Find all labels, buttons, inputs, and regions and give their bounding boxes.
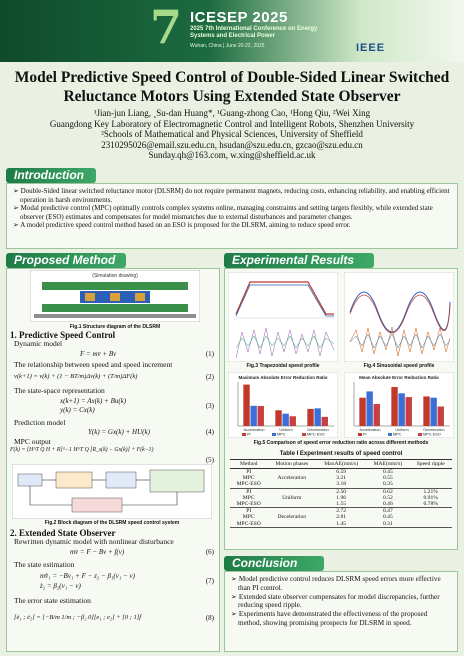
- x-tick-label: Uniform: [395, 428, 409, 432]
- table-row: [230, 501, 452, 508]
- x-tick-label: Uniform: [279, 428, 293, 432]
- bar-pi: [307, 409, 313, 426]
- table-cell: 1.21%: [423, 488, 438, 495]
- legend-label: MPC-ESO: [307, 432, 325, 437]
- eq2-number: (2): [205, 373, 214, 381]
- x-tick-label: Deceleration: [307, 428, 329, 432]
- fig4-caption: Fig.4 Sinusoidal speed profile: [363, 363, 435, 369]
- dlsrm-block: [150, 470, 204, 492]
- table-cell: [267, 481, 316, 488]
- eso-block: [72, 498, 122, 512]
- equation-1: F = mv̇ + Bv: [80, 350, 117, 358]
- eq8-number: (8): [205, 614, 214, 622]
- table-row: [230, 469, 452, 476]
- conclusion-heading: Conclusion: [224, 556, 324, 571]
- table-cell: 1.45: [336, 520, 347, 527]
- legend-label: PI: [247, 432, 251, 437]
- equation-7b: ż₂ = β₂(v₁ − v): [40, 582, 81, 590]
- equation-6: mv̇ = F − Bv + f(v): [70, 548, 125, 556]
- results-heading: Experimental Results: [224, 253, 374, 268]
- conference-name: ICESEP 2025: [190, 9, 288, 26]
- conference-location: Wuhan, China | June 20-22, 2025: [190, 43, 265, 49]
- affiliation-1: Guangdong Key Laboratory of Electromagnetic Control and Intelligent Robots, Shenzhen University: [49, 118, 415, 129]
- table-cell: 2.50: [336, 488, 347, 495]
- table-body: [230, 469, 452, 528]
- fig3-caption: Fig.3 Trapezoidal speed profile: [246, 363, 320, 369]
- legend-swatch: [418, 433, 422, 436]
- bar-mpc-eso: [290, 416, 296, 426]
- equation-4: Y(k) = Gx(k) + HU(k): [88, 428, 150, 436]
- base: [34, 314, 196, 318]
- table-cell: 2.72: [336, 508, 347, 515]
- bar-mpc: [314, 408, 320, 426]
- conclusion-bullet: ➢ Experiments have demonstrated the effectiveness of the proposed method, showing promising prospects for DLSRM in speed.: [231, 610, 428, 627]
- table-cell: Deceleration: [277, 514, 307, 521]
- table-cell: MPC-ESO: [236, 481, 261, 488]
- mpc-block: [56, 472, 92, 488]
- legend-label: PI: [363, 432, 367, 437]
- bar-mpc: [282, 414, 288, 426]
- table-cell: 0.35: [382, 481, 393, 488]
- author-list: ¹Jian-jun Liang, ¸Su-dan Huang*, ¹Guang-zhong Cao, ¹Hong Qiu, ²Wei Xing: [93, 108, 371, 118]
- chart-title: Mean Absolute Error Reduction Ratio: [359, 375, 439, 380]
- mean-error-bar-chart: [344, 372, 454, 438]
- affiliation-2: ²Schools of Mathematical and Physical Sciences, University of Sheffield: [101, 129, 363, 139]
- predictive-control-heading: 1. Predictive Speed Control: [10, 330, 116, 340]
- table-cell: [267, 521, 316, 528]
- table-cell: 0.46: [382, 501, 393, 508]
- eq3-number: (3): [205, 402, 214, 410]
- fig1-top-label: (Simulation drawing): [92, 273, 138, 279]
- table-cell: 0.45: [382, 469, 393, 475]
- eq7-number: (7): [205, 577, 214, 585]
- equation-8: [ė₁ ; ė₂] = [−B/m 1/m ; −β₂ 0][e₁ ; e₂] + [0 ; 1]ḟ: [14, 614, 142, 621]
- eq5-number: (5): [205, 456, 214, 464]
- table-header: MAE(mm/s): [366, 460, 409, 469]
- email-line-1: 2310295026@email.szu.edu.cn, hsudan@szu.edu.cn, gzcao@szu.edu.cn: [101, 139, 363, 150]
- table-cell: [267, 508, 316, 515]
- eq1-number: (1): [205, 350, 214, 358]
- results-table: [230, 459, 452, 528]
- table-cell: 0.62: [382, 488, 393, 495]
- intro-bullet: ➢ Modal predictive control (MPC) optimally controls complex systems online, managing constraints and setting targets flexibly, while extended state observer (ESO) estimates and compensates for model mismatches due to external disturbances and parameter changes.: [13, 204, 433, 221]
- table-cell: 1.96: [336, 494, 347, 501]
- bar-mpc-eso: [322, 417, 328, 426]
- intro-heading: Introduction: [6, 168, 96, 183]
- trapezoidal-speed-figure: [228, 272, 338, 362]
- table-cell: 3.21: [336, 475, 347, 482]
- table-header: Method: [230, 460, 267, 469]
- chart-title: Maximum Absolute Error Reduction Ratio: [238, 375, 328, 380]
- dynamic-model-label: Dynamic model: [14, 339, 63, 348]
- x-tick-label: Acceleration: [359, 428, 381, 432]
- table-cell: 0.52: [382, 494, 393, 501]
- intro-bullet: ➢ Double-Sided linear switched reluctance motor (DLSRM) do not require permanent magnets, reducing costs, enhancing reliability, and enabling efficient operation in harsh environments.: [13, 187, 450, 204]
- equation-2: v(k+1) = v(k) + (1 − BT/m)Δv(k) + (T/m)ΔF(k): [14, 373, 138, 380]
- table-row: [230, 521, 452, 528]
- stator-top: [42, 282, 188, 290]
- state-estimation-label: The state estimation: [14, 560, 75, 569]
- prediction-model-label: Prediction model: [14, 418, 66, 427]
- fig1-caption: Fig.1 Structure diagram of the DLSRM: [69, 324, 161, 330]
- table-cell: 0.55: [382, 475, 393, 482]
- conference-number: 7: [150, 0, 183, 54]
- table-cell: PI: [246, 508, 252, 515]
- table-header: Motion phases: [267, 460, 316, 469]
- paper-title: Model Predictive Speed Control of Double-Sided Linear Switched Reluctance Motors Using Extended State Observer: [14, 69, 450, 105]
- legend-swatch: [358, 433, 362, 436]
- table-cell: Acceleration: [277, 475, 307, 482]
- table-header: MaxAE(mm/s): [316, 460, 366, 469]
- eq6-number: (6): [205, 548, 214, 556]
- table-cell: 3.18: [336, 481, 347, 488]
- x-tick-label: Acceleration: [243, 428, 265, 432]
- legend-swatch: [302, 433, 306, 436]
- intro-panel: [6, 183, 458, 249]
- error-estimation-label: The error state estimation: [14, 596, 91, 605]
- legend-label: MPC-ESO: [423, 432, 441, 437]
- table-cell: MPC: [242, 494, 255, 501]
- table-cell: [409, 521, 452, 528]
- relation-label: The relationship between speed and speed increment: [14, 360, 173, 369]
- bar-pi: [423, 396, 429, 426]
- bar-mpc-eso: [406, 397, 412, 426]
- coil: [135, 293, 145, 301]
- table-cell: 6.59: [336, 469, 347, 475]
- table-cell: [409, 469, 452, 476]
- equation-5: F(k) = [H^T Q H + R]^−1 H^T Q [R_s(k) − Gx(k)] + F(k−1): [10, 447, 154, 453]
- intro-bullet: ➢ A model predictive speed control method based on an ESO is proposed for the DLSRM, aiming to reduce speed error.: [13, 221, 351, 230]
- table-cell: MPC: [242, 475, 255, 482]
- table-cell: 1.55: [336, 501, 347, 508]
- bar-mpc-eso: [374, 404, 380, 426]
- bar-pi: [243, 385, 249, 426]
- table-row: [230, 488, 452, 495]
- table-cell: 0.45: [382, 514, 393, 521]
- author-block: [10, 108, 454, 161]
- stator-bottom: [42, 304, 188, 312]
- legend-swatch: [242, 433, 246, 436]
- legend-swatch: [272, 433, 276, 436]
- method-heading: Proposed Method: [6, 253, 126, 268]
- bar-mpc: [398, 393, 404, 426]
- bar-mpc-eso: [258, 406, 264, 426]
- mpc-output-label: MPC output: [14, 437, 51, 446]
- legend-swatch: [388, 433, 392, 436]
- block: [106, 472, 136, 488]
- conclusion-panel: [224, 571, 458, 652]
- bar-pi: [391, 387, 397, 426]
- bar-mpc: [430, 398, 436, 426]
- figure-frame: [344, 272, 454, 362]
- block: [18, 474, 42, 486]
- fig2-caption: Fig.2 Block diagram of the DLSRM speed control system: [44, 520, 180, 526]
- coil: [110, 293, 120, 301]
- conclusion-bullet: ➢ Extended state observer compensates for model discrepancies, further reducing speed ripple.: [231, 592, 440, 610]
- ieee-logo: IEEE: [356, 42, 386, 54]
- table-cell: 0.31: [382, 520, 393, 527]
- bar-mpc: [250, 406, 256, 426]
- bar-mpc-eso: [438, 407, 444, 426]
- table-cell: MPC-ESO: [236, 501, 261, 508]
- table-cell: 2.81: [336, 514, 347, 521]
- eq4-number: (4): [205, 428, 214, 436]
- table-cell: [409, 481, 452, 488]
- table-cell: Uniform: [282, 494, 302, 501]
- equation-3b: y(k) = Cx(k): [60, 406, 95, 414]
- coil: [85, 293, 95, 301]
- table-cell: MPC: [242, 514, 255, 521]
- table-header: Speed ripple: [409, 460, 452, 469]
- table-cell: PI: [246, 488, 252, 495]
- table-cell: [409, 508, 452, 515]
- table-row: [230, 481, 452, 488]
- legend-label: MPC: [393, 432, 402, 437]
- equation-3a: x(k+1) = Ax(k) + Bu(k): [60, 397, 127, 405]
- conclusion-bullet: ➢ Model predictive control reduces DLSRM speed errors more effective than PI control.: [231, 575, 441, 592]
- equation-7a: mv̂̇₁ = −Bv₁ + F − z₂ − β₁(v₁ − v): [40, 572, 135, 580]
- table-cell: 0.91%: [423, 494, 438, 501]
- email-line-2: Sunday.qh@163.com, w.xing@sheffield.ac.uk: [148, 150, 316, 160]
- bar-pi: [359, 398, 365, 426]
- max-error-bar-chart: [228, 372, 338, 438]
- table-cell: [267, 488, 316, 495]
- table-header-row: [230, 460, 452, 469]
- table-cell: PI: [246, 469, 252, 475]
- table-title: Table I Experiment results of speed control: [279, 451, 403, 457]
- dlsrm-structure-figure: [30, 270, 200, 322]
- table-cell: [267, 501, 316, 508]
- table-cell: MPC-ESO: [236, 520, 261, 527]
- rewrite-label: Rewritten dynamic model with nonlinear disturbance: [14, 537, 174, 546]
- bar-pi: [275, 410, 281, 426]
- conference-subtitle: 2025 7th International Conference on Energy Systems and Electrical Power: [190, 26, 318, 39]
- table-cell: 0.78%: [423, 501, 438, 508]
- eso-heading: 2. Extended State Observer: [10, 528, 116, 538]
- table-row: [230, 508, 452, 515]
- legend-label: MPC: [277, 432, 286, 437]
- fig5-caption: Fig.5 Comparison of speed error reduction ratio across different methods: [253, 440, 429, 446]
- table-cell: 0.47: [382, 508, 393, 515]
- speed-control-block-diagram: [12, 464, 212, 519]
- state-space-label: The state-space representation: [14, 386, 105, 395]
- x-tick-label: Deceleration: [423, 428, 445, 432]
- bar-mpc: [366, 391, 372, 426]
- table-cell: [267, 469, 316, 476]
- sinusoidal-speed-figure: [344, 272, 454, 362]
